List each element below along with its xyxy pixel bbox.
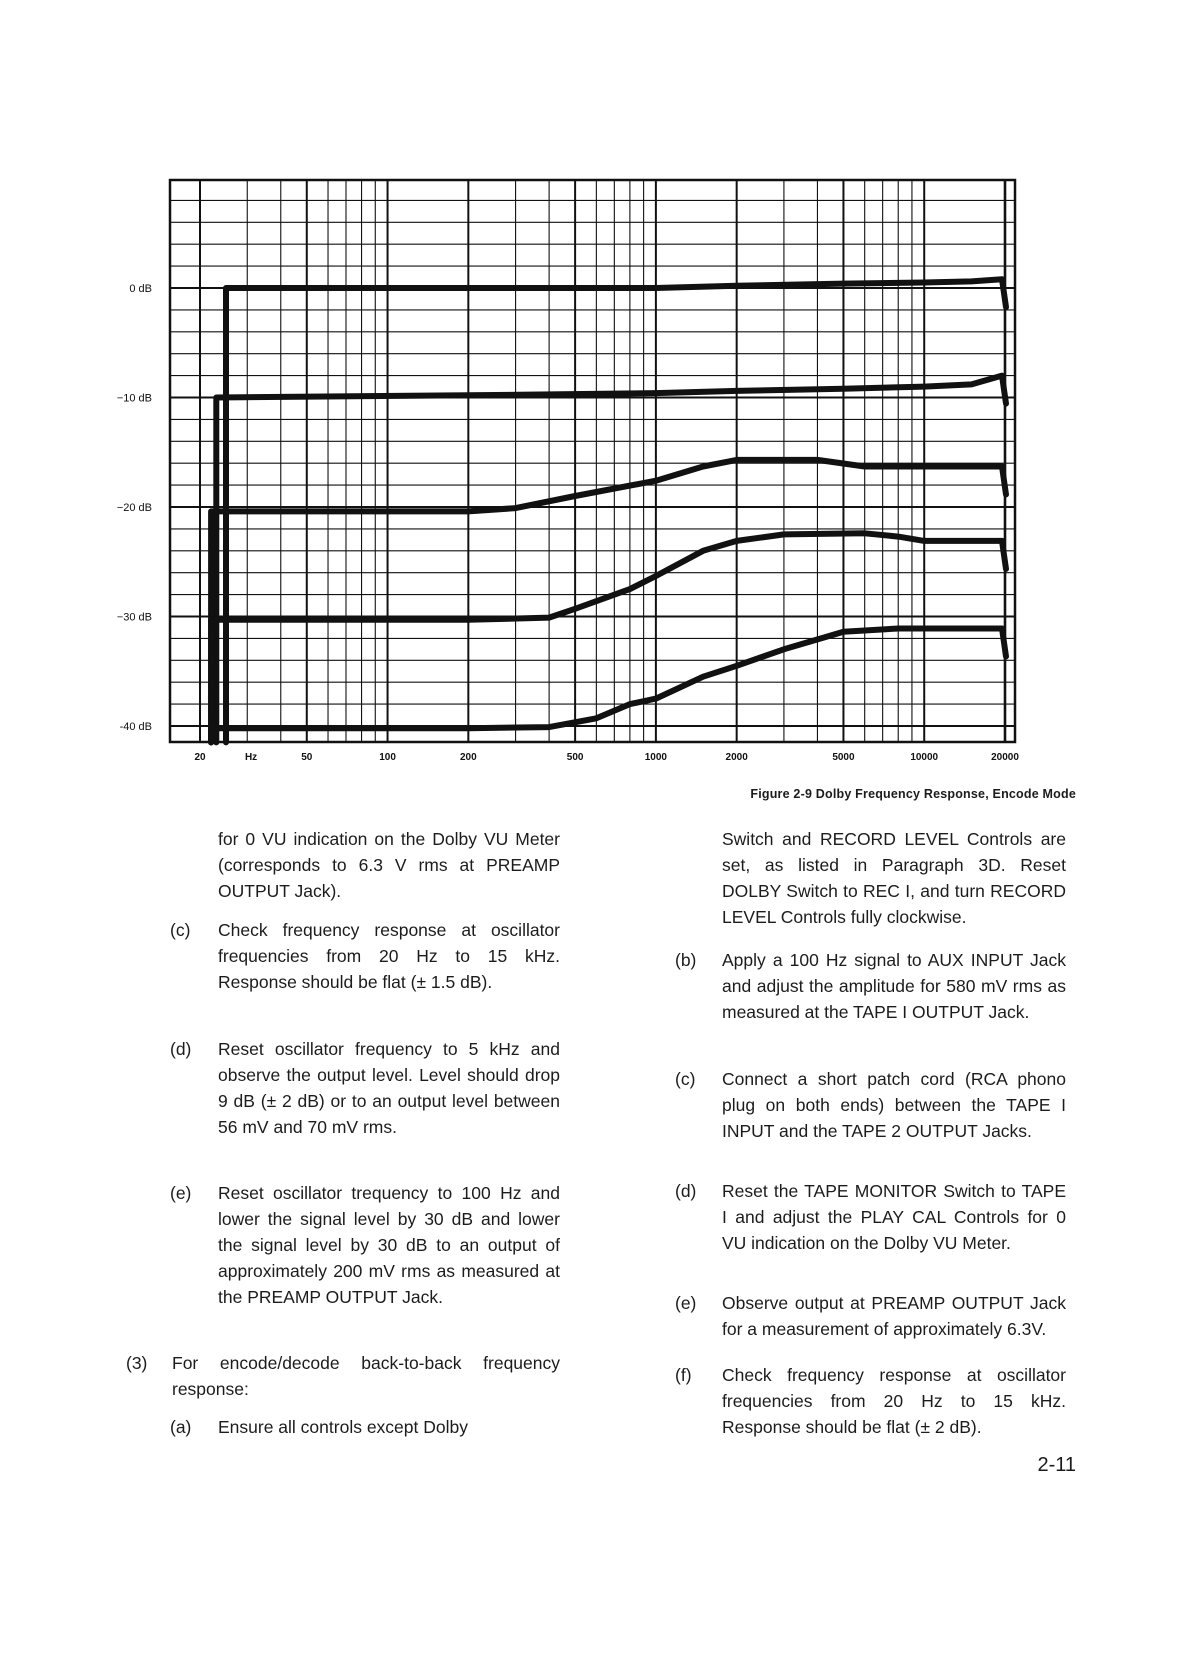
right-item-f-label: (f) xyxy=(675,1365,692,1385)
right-intro-paragraph: Switch and RECORD LEVEL Controls are set, as listed in Paragraph 3D. Reset DOLBY Switch to REC I, and turn RECORD LEVEL Controls fully clockwise. xyxy=(722,829,1066,927)
x-tick-label: 5000 xyxy=(832,752,855,763)
page-number: 2-11 xyxy=(1037,1454,1076,1476)
left-item-c-text: Check frequency response at oscillator frequencies from 20 Hz to 15 kHz. Response should be flat (± 1.5 dB). xyxy=(218,920,560,992)
x-tick-label: 2000 xyxy=(725,752,748,763)
y-tick-label: -40 dB xyxy=(119,721,152,733)
chart-frame xyxy=(170,180,1015,742)
y-axis-labels xyxy=(117,283,152,733)
left-item-a-label: (a) xyxy=(170,1417,192,1437)
left-item-e-text: Reset oscillator trequency to 100 Hz and lower the signal level by 30 dB and lower the signal level by 30 dB to an output of approximately 200 mV rms as measured at the PREAMP OUTPUT Jack. xyxy=(218,1183,560,1307)
x-tick-label: 20000 xyxy=(991,752,1019,763)
x-tick-label: 500 xyxy=(566,752,584,763)
y-tick-label: −10 dB xyxy=(116,392,152,405)
x-tick-label: 50 xyxy=(301,752,313,763)
x-tick-label: 200 xyxy=(459,752,477,763)
x-tick-label: 20 xyxy=(194,752,206,763)
right-item-f-text: Check frequency response at oscillator frequencies from 20 Hz to 15 kHz. Response should be flat (± 2 dB). xyxy=(722,1365,1066,1437)
right-item-c-text: Connect a short patch cord (RCA phono plug on both ends) between the TAPE I INPUT and the TAPE 2 OUTPUT Jacks. xyxy=(722,1069,1066,1141)
left-item-a-text: Ensure all controls except Dolby xyxy=(218,1417,468,1437)
x-tick-label: 10000 xyxy=(910,752,939,763)
left-item-d-label: (d) xyxy=(170,1039,192,1059)
x-axis-labels xyxy=(194,752,1019,763)
right-item-b-text: Apply a 100 Hz signal to AUX INPUT Jack and adjust the amplitude for 580 mV rms as measured at the TAPE I OUTPUT Jack. xyxy=(722,950,1066,1022)
right-item-c-label: (c) xyxy=(675,1069,696,1089)
x-tick-label: 1000 xyxy=(644,752,668,763)
step-3-label: (3) xyxy=(126,1353,148,1373)
left-item-e-label: (e) xyxy=(170,1183,192,1203)
left-item-d-text: Reset oscillator frequency to 5 kHz and observe the output level. Level should drop 9 dB (± 2 dB) or to an output level between 56 mV and 70 mV rms. xyxy=(218,1039,560,1137)
right-item-d-label: (d) xyxy=(675,1181,697,1201)
chart-grid xyxy=(170,180,1015,742)
y-tick-label: −30 dB xyxy=(116,611,152,624)
frequency-response-chart xyxy=(0,0,1179,800)
left-item-c-label: (c) xyxy=(170,920,191,940)
right-item-d-text: Reset the TAPE MONITOR Switch to TAPE I and adjust the PLAY CAL Controls for 0 VU indication on the Dolby VU Meter. xyxy=(722,1181,1066,1253)
right-item-e-label: (e) xyxy=(675,1293,697,1313)
right-item-b-label: (b) xyxy=(675,950,697,970)
x-tick-label: Hz xyxy=(244,752,258,763)
y-tick-label: −20 dB xyxy=(116,502,152,514)
step-3-text: For encode/decode back-to-back frequency response: xyxy=(172,1353,560,1399)
chart-series xyxy=(211,279,1006,742)
y-tick-label: 0 dB xyxy=(129,283,152,295)
figure-caption: Figure 2-9 Dolby Frequency Response, Encode Mode xyxy=(750,787,1076,801)
series-line xyxy=(216,376,1006,743)
left-intro-paragraph: for 0 VU indication on the Dolby VU Meter (corresponds to 6.3 V rms at PREAMP OUTPUT Jack). xyxy=(218,829,560,901)
series-line xyxy=(211,460,1006,743)
x-tick-label: 100 xyxy=(379,752,396,763)
right-item-e-text: Observe output at PREAMP OUTPUT Jack for a measurement of approximately 6.3V. xyxy=(722,1293,1066,1339)
